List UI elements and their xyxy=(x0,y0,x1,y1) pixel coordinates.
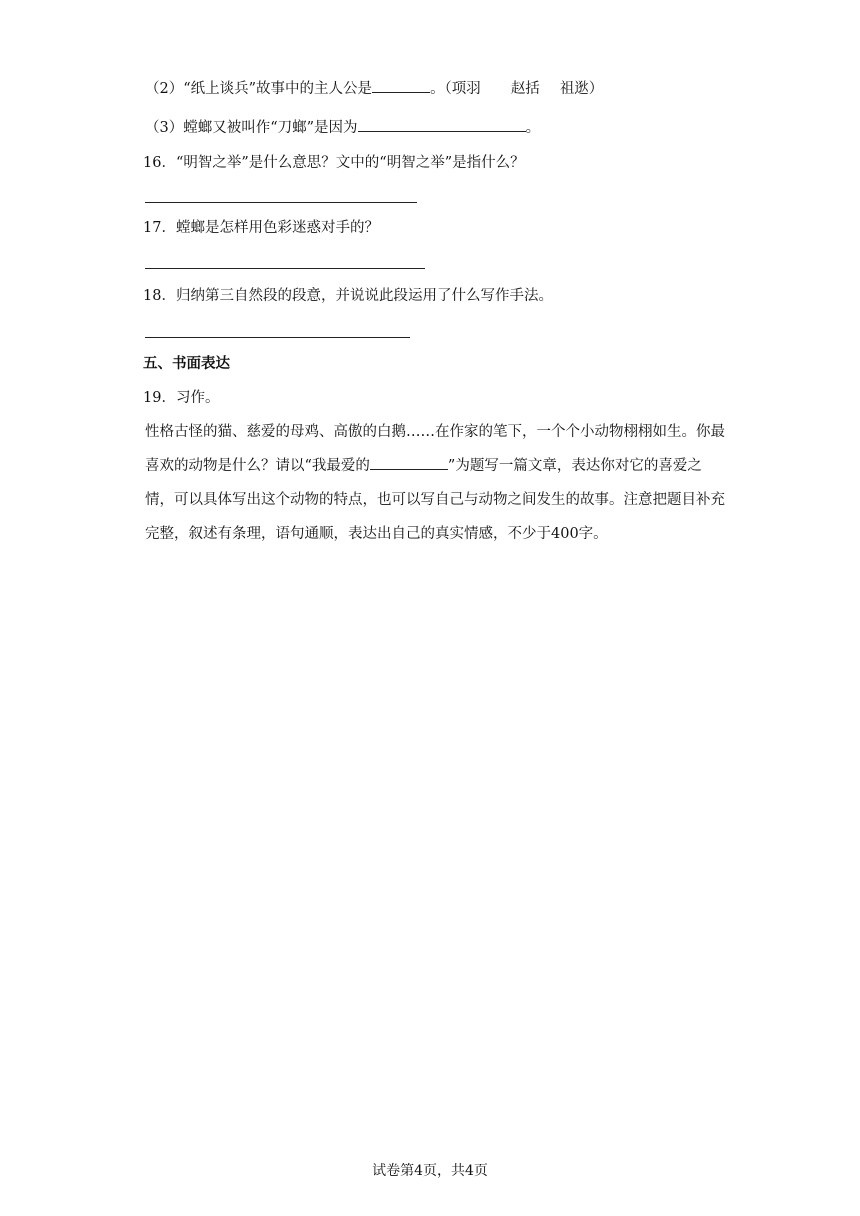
answer-blank-15-2[interactable] xyxy=(372,78,430,93)
answer-blank-15-3[interactable] xyxy=(358,117,526,132)
prompt-text-part2: ”为题写一篇文章，表达你对它的喜爱之情，可以具体写出这个动物的特点，也可以写自己与动物之间发生的故事。注意把题目补充完整，叙述有条理，语句通顺，表达出自己的真实情感，不少于400字。 xyxy=(145,458,725,542)
answer-line-17[interactable] xyxy=(145,268,425,269)
prompt-text-part1: 性格古怪的猫、慈爱的母鸡、高傲的白鹅……在作家的笔下，一个个小动物栩栩如生。你最喜欢的动物是什么？请以“我最爱的 xyxy=(145,424,725,474)
section-heading-writing: 五、书面表达 xyxy=(143,355,230,372)
option-zhao-kuo: 赵括 xyxy=(510,81,540,97)
question-15-2 xyxy=(145,78,603,99)
question-19-prompt xyxy=(145,415,725,551)
answer-line-18[interactable] xyxy=(145,337,410,338)
question-15-3-suffix: 。 xyxy=(525,120,541,136)
title-blank-19[interactable] xyxy=(370,455,448,470)
option-zu-ti: 祖逖） xyxy=(559,81,604,97)
question-18: 18．归纳第三自然段的段意，并说说此段运用了什么写作手法。 xyxy=(143,288,553,304)
question-19-label: 19．习作。 xyxy=(143,390,220,406)
question-17: 17．螳螂是怎样用色彩迷惑对手的？ xyxy=(143,220,379,236)
question-15-3-prefix: （3）螳螂又被叫作“刀螂”是因为 xyxy=(145,120,358,136)
question-15-3 xyxy=(145,117,540,138)
answer-line-16[interactable] xyxy=(145,202,417,203)
question-15-2-suffix: 。（项羽 xyxy=(430,81,481,97)
page-footer: 试卷第4页，共4页 xyxy=(372,1163,488,1179)
question-15-2-prefix: （2）“纸上谈兵”故事中的主人公是 xyxy=(145,81,373,97)
question-16: 16．“明智之举”是什么意思？文中的“明智之举”是指什么？ xyxy=(143,155,525,171)
